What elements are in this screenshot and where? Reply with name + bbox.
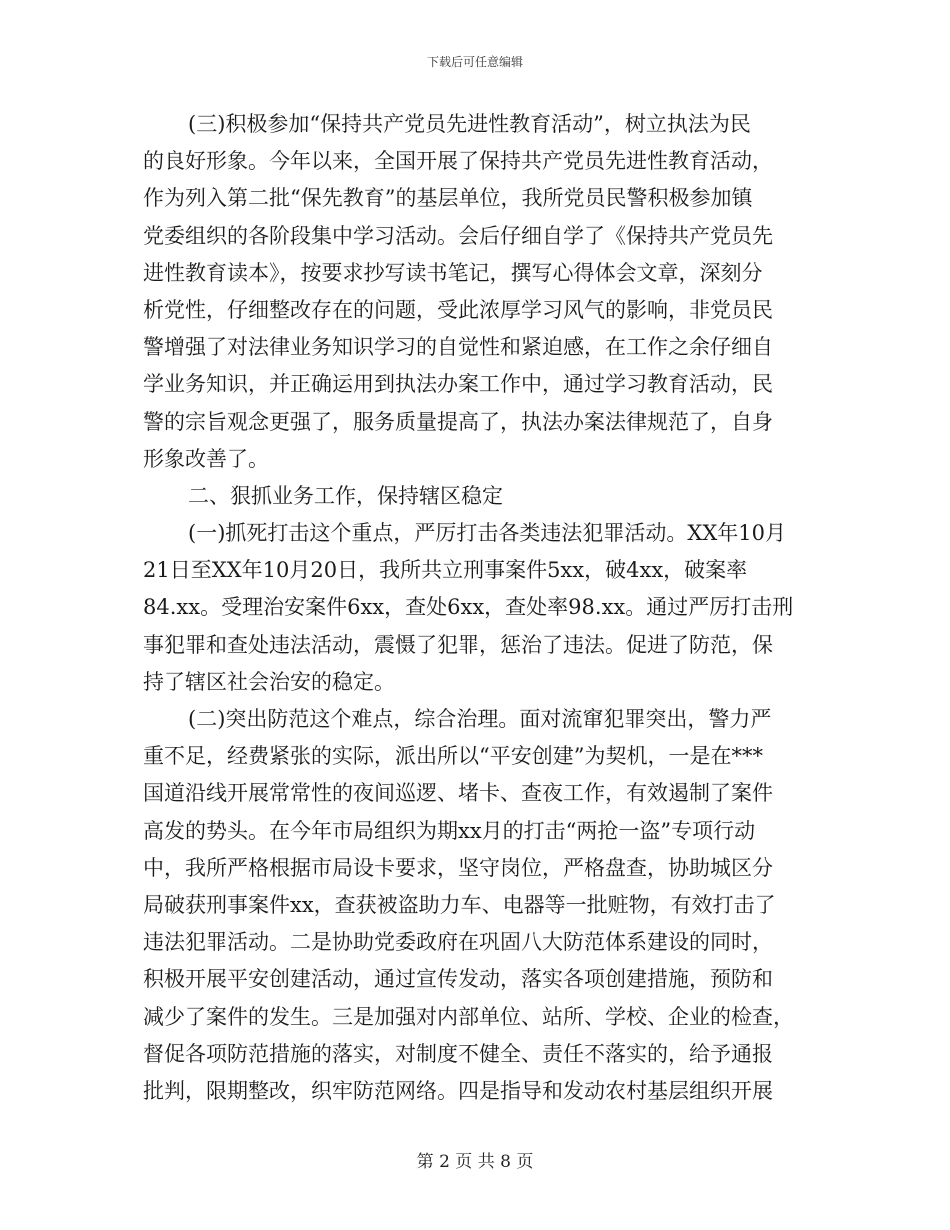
paragraph-line: 中，我所严格根据市局设卡要求，坚守岗位，严格盘查，协助城区分	[143, 855, 773, 880]
page-number: 第 2 页 共 8 页	[416, 1152, 534, 1172]
section-heading: 二、狠抓业务工作，保持辖区稳定	[188, 483, 503, 508]
paragraph-line: 进性教育读本》，按要求抄写读书笔记，撰写心得体会文章，深刻分	[143, 260, 763, 285]
paragraph-line: 党委组织的各阶段集中学习活动。会后仔细自学了《保持共产党员先	[143, 223, 773, 248]
paragraph-line: 局破获刑事案件xx，查获被盗助力车、电器等一批赃物，有效打击了	[143, 892, 776, 917]
paragraph-line: 警的宗旨观念更强了，服务质量提高了，执法办案法律规范了，自身	[143, 409, 773, 434]
paragraph-line: 重不足，经费紧张的实际，派出所以“平安创建”为契机，一是在***	[143, 744, 763, 769]
paragraph-line: 形象改善了。	[143, 446, 269, 471]
paragraph-line: 学业务知识，并正确运用到执法办案工作中，通过学习教育活动，民	[143, 372, 773, 397]
paragraph-line: 警增强了对法律业务知识学习的自觉性和紧迫感，在工作之余仔细自	[143, 335, 773, 360]
paragraph-line: 析党性，仔细整改存在的问题，受此浓厚学习风气的影响，非党员民	[143, 297, 773, 322]
paragraph-line: (二)突出防范这个难点，综合治理。面对流窜犯罪突出，警力严	[188, 707, 772, 731]
paragraph-line: 积极开展平安创建活动，通过宣传发动，落实各项创建措施，预防和	[143, 967, 773, 992]
paragraph-line: 减少了案件的发生。三是加强对内部单位、站所、学校、企业的检查，	[143, 1004, 794, 1029]
paragraph-line: 高发的势头。在今年市局组织为期xx月的打击“两抢一盗”专项行动	[143, 818, 756, 843]
paragraph-line: 国道沿线开展常常性的夜间巡逻、堵卡、查夜工作，有效遏制了案件	[143, 781, 773, 806]
paragraph-line: 持了辖区社会治安的稳定。	[143, 669, 395, 694]
paragraph-line: 批判，限期整改，织牢防范网络。四是指导和发动农村基层组织开展	[143, 1078, 773, 1103]
page-header-note: 下载后可任意编辑	[426, 55, 523, 69]
paragraph-line: (一)抓死打击这个重点，严厉打击各类违法犯罪活动。XX年10月	[188, 521, 787, 546]
document-body	[143, 106, 805, 1110]
paragraph-line: 21日至XX年10月20日，我所共立刑事案件5xx，破4xx，破案率	[143, 558, 748, 583]
paragraph-line: 84.xx。受理治安案件6xx，查处6xx，查处率98.xx。通过严厉打击刑	[143, 595, 794, 620]
paragraph-line: 事犯罪和查处违法活动，震慑了犯罪，惩治了违法。促进了防范，保	[143, 632, 773, 657]
paragraph-line: 督促各项防范措施的落实，对制度不健全、责任不落实的，给予通报	[143, 1041, 773, 1066]
paragraph-line: (三)积极参加“保持共产党员先进性教育活动”，树立执法为民	[188, 112, 751, 136]
paragraph-line: 违法犯罪活动。二是协助党委政府在巩固八大防范体系建设的同时，	[143, 930, 773, 955]
paragraph-line: 作为列入第二批“保先教育”的基层单位，我所党员民警积极参加镇	[143, 186, 753, 211]
paragraph-line: 的良好形象。今年以来，全国开展了保持共产党员先进性教育活动，	[143, 149, 773, 174]
